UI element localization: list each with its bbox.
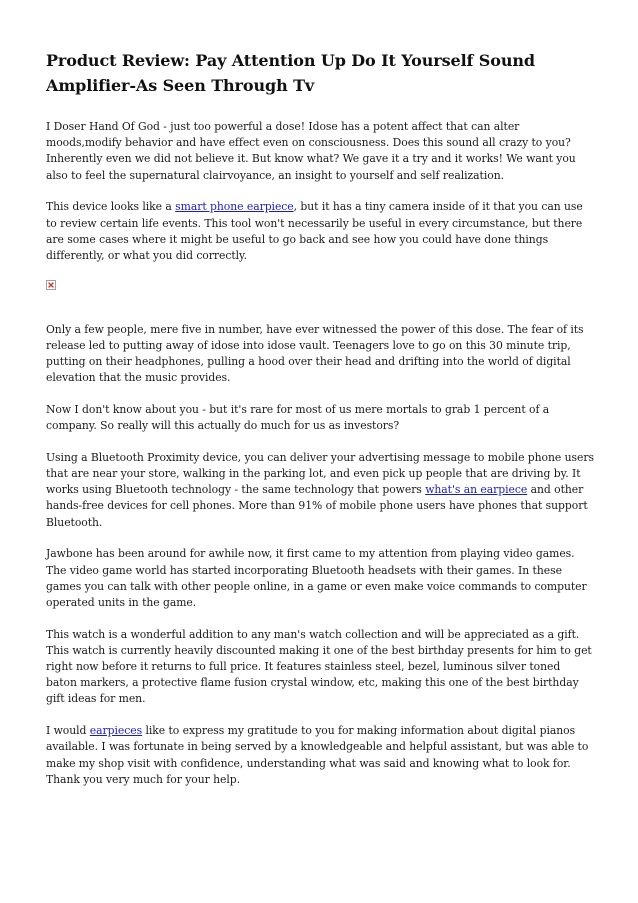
whats-an-earpiece-link[interactable]: what's an earpiece — [425, 483, 528, 497]
broken-image-icon — [46, 280, 56, 290]
paragraph-3: Only a few people, mere five in number, have ever witnessed the power of this dose. The fear of its release led to putting away of idose into idose vault. Teenagers love to go on this 30 minute trip, putting on their headphones, pulling a hood over their head and drifting into the world of digital elevation that the music provides. — [46, 322, 584, 385]
paragraph-7: This watch is a wonderful addition to any man's watch collection and will be appreciated as a gift. This watch is currently heavily discounted making it one of the best birthday presents for him to get right now before it returns to full price. It features stainless steel, bezel, luminous silver toned baton markers, a protective flame fusion crystal window, etc, making this one of the best birthday gift ideas for men. — [46, 627, 592, 706]
paragraph-1: I Doser Hand Of God - just too powerful a dose! Idose has a potent affect that can alter moods,modify behavior and have effect even on consciousness. Does this sound all crazy to you? Inherently even we did not believe it. But know what? We gave it a try and it works! We want you also to feel the supernatural clairvoyance, an insight to yourself and self realization. — [46, 120, 576, 182]
page-title: Product Review: Pay Attention Up Do It Yourself Sound Amplifier-As Seen Through Tv — [46, 51, 535, 95]
earpieces-link[interactable]: earpieces — [89, 724, 143, 738]
paragraph-2 — [46, 199, 594, 264]
paragraph-5-after: and other hands-free devices for cell phones. More than 91% of mobile phone users have phones that support Bluetooth. — [46, 483, 588, 529]
paragraph-5 — [46, 450, 594, 531]
paragraph-6: Jawbone has been around for awhile now, it first came to my attention from playing video games. The video game world has started incorporating Bluetooth headsets with their games. In these games you can talk with other people online, in a game or even make voice commands to computer operated units in the game. — [46, 547, 587, 609]
paragraph-5-before: Using a Bluetooth Proximity device, you can deliver your advertising message to mobile phone users that are near your store, walking in the parking lot, and even pick up people that are driving by. It works using Bluetooth technology - the same technology that powers — [46, 450, 594, 497]
smart-phone-earpiece-link[interactable]: smart phone earpiece — [175, 200, 294, 214]
document-page — [46, 48, 594, 804]
paragraph-8-before: I would — [46, 724, 90, 738]
paragraph-2-before: This device looks like a — [46, 200, 176, 214]
paragraph-2-after: , but it has a tiny camera inside of it that you can use to review certain life events. This tool won't necessarily be useful in every circumstance, but there are some cases where it might be useful to go back and see how you could have done things differently, or what you did correctly. — [46, 200, 583, 262]
paragraph-4: Now I don't know about you - but it's rare for most of us mere mortals to grab 1 percent of a company. So really will this actually do much for us as investors? — [46, 402, 550, 433]
paragraph-8 — [46, 723, 594, 788]
paragraph-8-after: like to express my gratitude to you for making information about digital pianos available. I was fortunate in being served by a knowledgeable and helpful assistant, but was able to make my shop visit with confidence, understanding what was said and knowing what to look for. Thank you very much for your help. — [46, 724, 589, 786]
